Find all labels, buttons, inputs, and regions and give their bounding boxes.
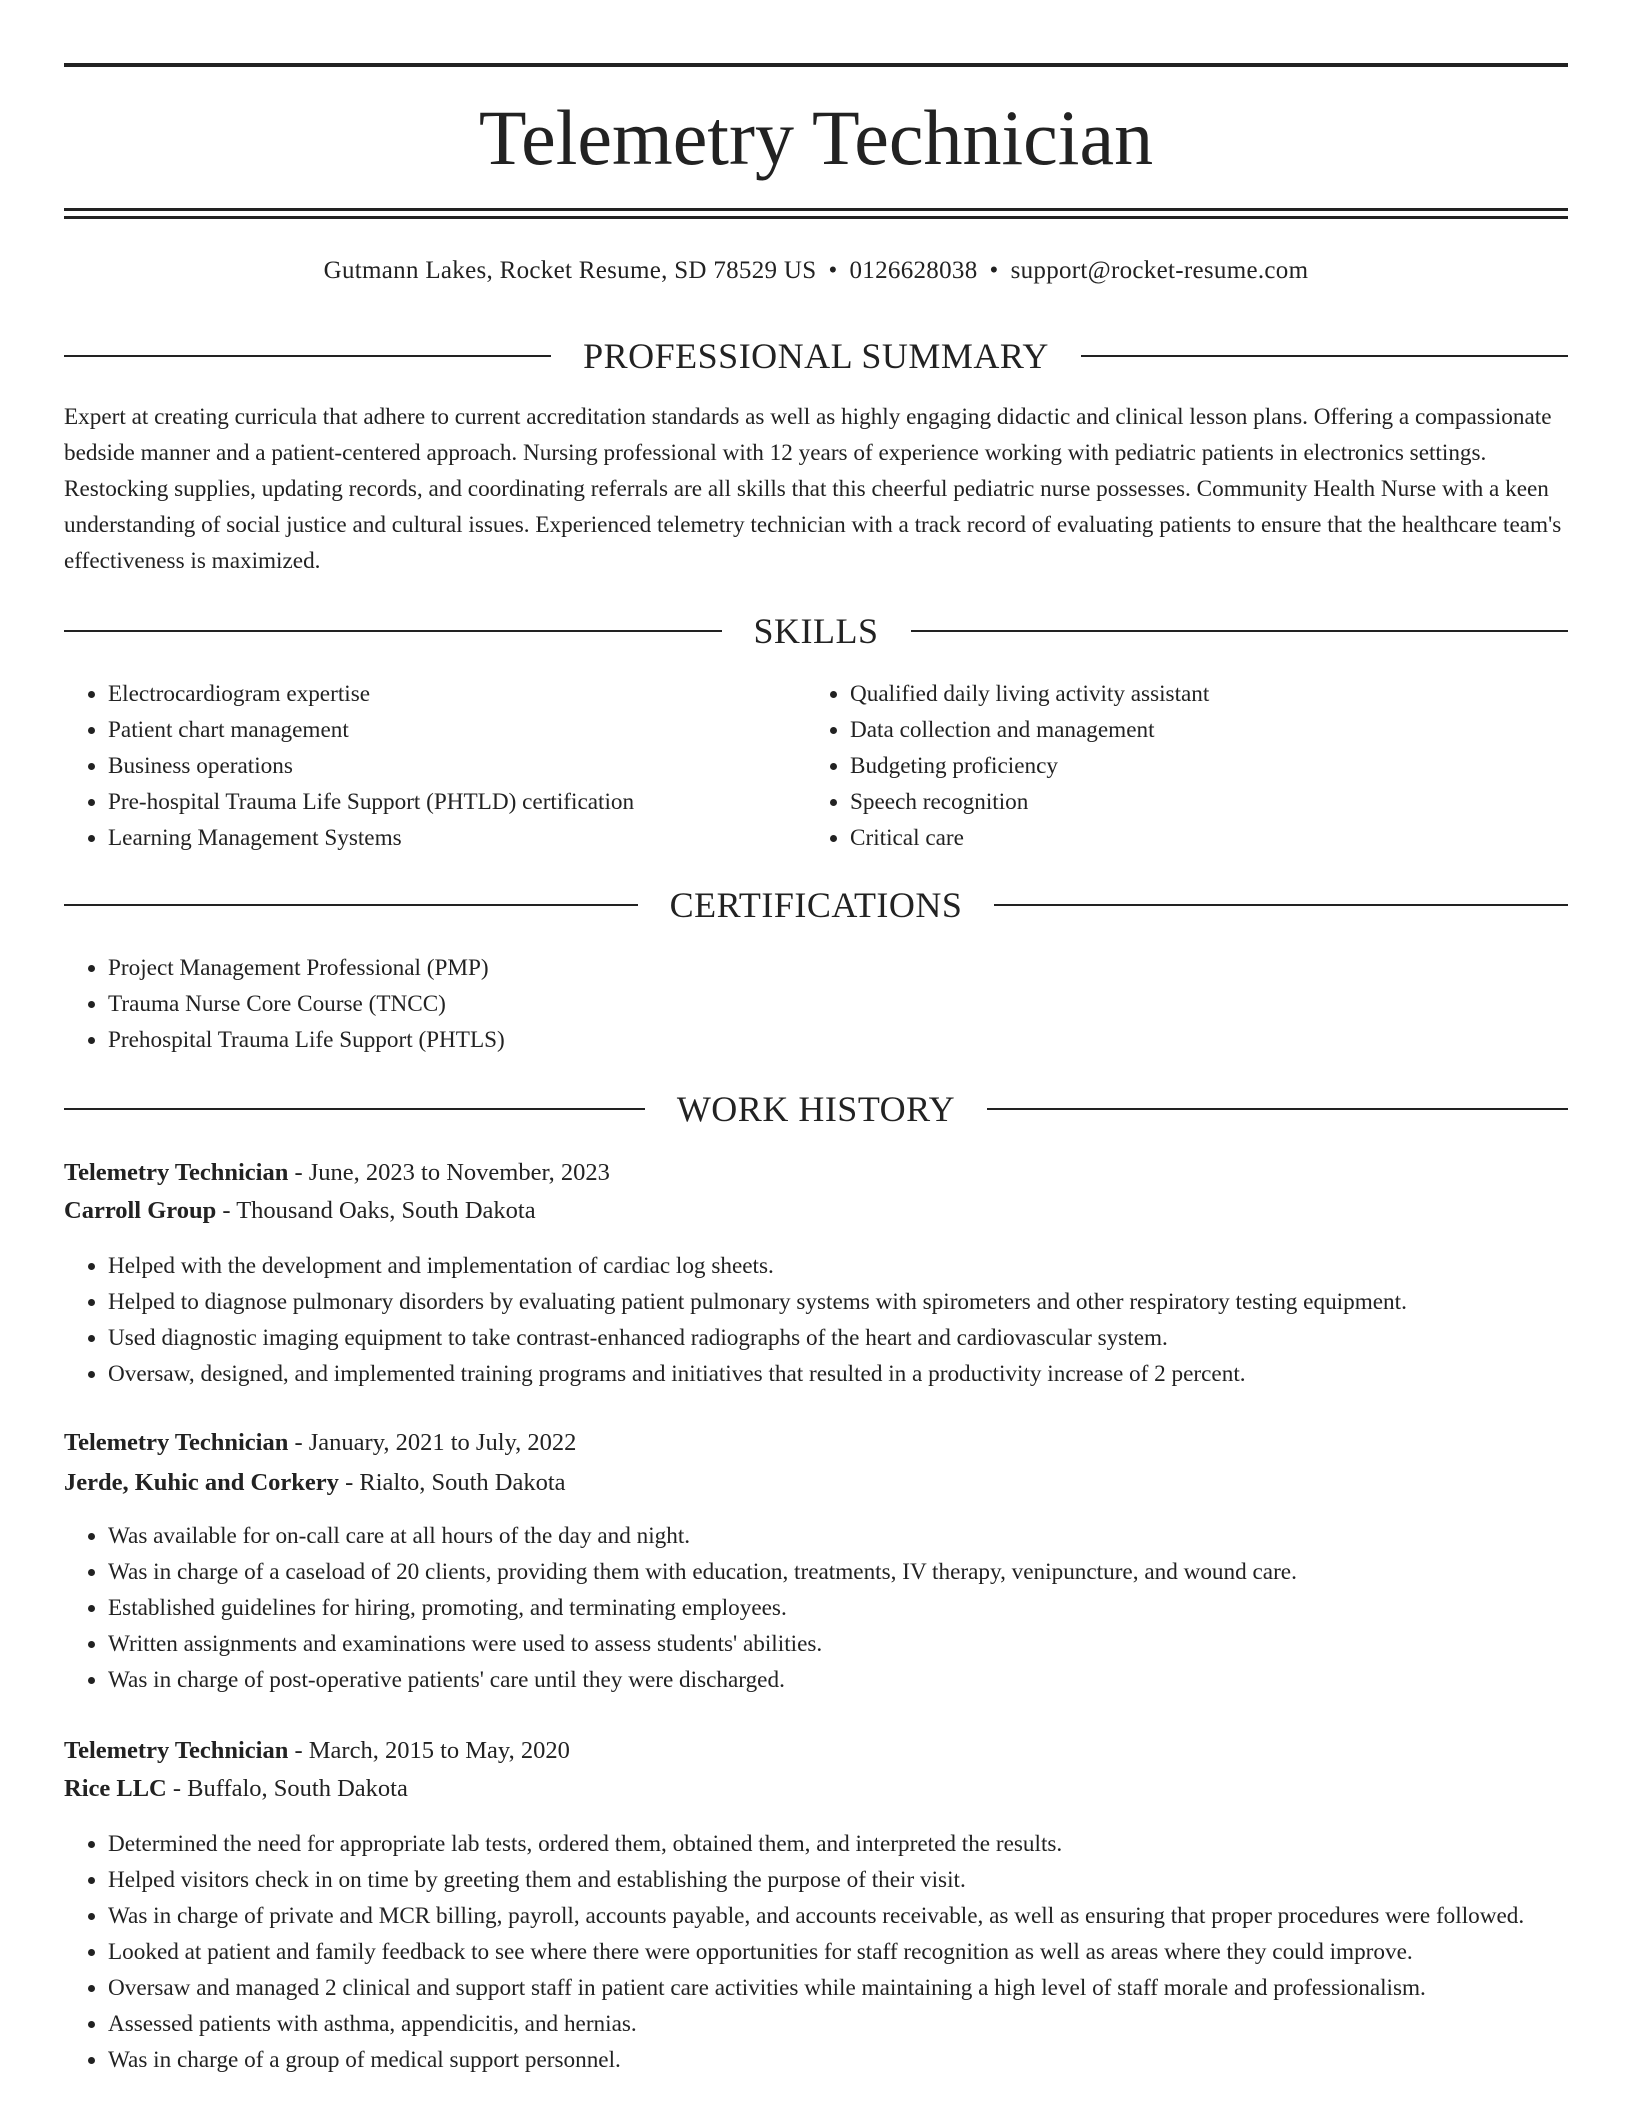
skill-item: • Patient chart management bbox=[108, 712, 808, 748]
contact-phone: 0126628038 bbox=[849, 257, 978, 284]
certifications-list bbox=[64, 950, 1612, 1058]
skill-item: • Pre-hospital Trauma Life Support (PHTLD) certification bbox=[108, 784, 808, 820]
header-top-rule bbox=[64, 63, 1568, 67]
job-title: Telemetry Technician bbox=[64, 1159, 289, 1186]
job-bullet: • Assessed patients with asthma, appendicitis, and hernias. bbox=[108, 2006, 1612, 2042]
job-location: - Buffalo, South Dakota bbox=[166, 1775, 408, 1802]
skills-heading-label: SKILLS bbox=[753, 611, 879, 651]
certification-item: • Prehospital Trauma Life Support (PHTLS) bbox=[108, 1022, 1612, 1058]
job-location: - Rialto, South Dakota bbox=[338, 1469, 566, 1496]
job-dates: - March, 2015 to May, 2020 bbox=[288, 1737, 570, 1764]
job-bullet: • Was in charge of a group of medical support personnel. bbox=[108, 2042, 1612, 2078]
heading-rule-right bbox=[987, 1108, 1568, 1110]
contact-address: Gutmann Lakes, Rocket Resume, SD 78529 US bbox=[323, 257, 817, 284]
heading-rule-left bbox=[64, 355, 551, 357]
contact-line bbox=[64, 253, 1568, 289]
job-bullet: • Established guidelines for hiring, promoting, and terminating employees. bbox=[108, 1590, 1612, 1626]
skills-list-left bbox=[64, 676, 808, 856]
job-bullet: • Looked at patient and family feedback to see where there were opportunities for staff recognition as well as areas where they could improve. bbox=[108, 1934, 1612, 1970]
job-bullet: • Used diagnostic imaging equipment to take contrast-enhanced radiographs of the heart and cardiovascular system. bbox=[108, 1320, 1612, 1356]
job-title: Telemetry Technician bbox=[64, 1737, 289, 1764]
job-bullet: • Was in charge of a caseload of 20 clients, providing them with education, treatments, IV therapy, venipuncture, and wound care. bbox=[108, 1554, 1612, 1590]
job-bullet: • Helped visitors check in on time by greeting them and establishing the purpose of their visit. bbox=[108, 1862, 1612, 1898]
summary-heading-label: PROFESSIONAL SUMMARY bbox=[583, 336, 1049, 376]
header-double-rule-upper bbox=[64, 208, 1568, 211]
job-company-line bbox=[64, 1193, 536, 1229]
skill-item: • Speech recognition bbox=[850, 784, 1550, 820]
heading-rule-left bbox=[64, 630, 722, 632]
job-bullets bbox=[64, 1248, 1612, 1392]
job-bullet: • Written assignments and examinations were used to assess students' abilities. bbox=[108, 1626, 1612, 1662]
heading-rule-right bbox=[911, 630, 1569, 632]
job-bullet: • Oversaw and managed 2 clinical and support staff in patient care activities while maintaining a high level of staff morale and professionalism. bbox=[108, 1970, 1612, 2006]
job-company: Rice LLC bbox=[64, 1775, 167, 1802]
certifications-section-heading bbox=[64, 883, 1568, 927]
resume-title: Telemetry Technician bbox=[478, 94, 1154, 181]
job-company-line bbox=[64, 1465, 566, 1501]
job-location: - Thousand Oaks, South Dakota bbox=[216, 1197, 536, 1224]
certifications-heading-label: CERTIFICATIONS bbox=[669, 885, 963, 925]
job-bullets bbox=[64, 1518, 1612, 1698]
heading-rule-left bbox=[64, 904, 638, 906]
skills-list-right bbox=[806, 676, 1550, 856]
job-bullet: • Was in charge of post-operative patients' care until they were discharged. bbox=[108, 1662, 1612, 1698]
heading-rule-left bbox=[64, 1108, 645, 1110]
job-bullet: • Helped to diagnose pulmonary disorders by evaluating patient pulmonary systems with spirometers and other respiratory testing equipment. bbox=[108, 1284, 1612, 1320]
summary-section-heading bbox=[64, 334, 1568, 378]
job-bullets bbox=[64, 1826, 1612, 2078]
work-section-heading bbox=[64, 1087, 1568, 1131]
job-company: Jerde, Kuhic and Corkery bbox=[64, 1469, 339, 1496]
skill-item: • Critical care bbox=[850, 820, 1550, 856]
job-dates: - June, 2023 to November, 2023 bbox=[288, 1159, 610, 1186]
job-title-line bbox=[64, 1155, 610, 1191]
job-bullet: • Was available for on-call care at all hours of the day and night. bbox=[108, 1518, 1612, 1554]
contact-email: support@rocket-resume.com bbox=[1010, 257, 1309, 284]
job-company-line bbox=[64, 1771, 408, 1807]
skill-item: • Qualified daily living activity assistant bbox=[850, 676, 1550, 712]
job-title: Telemetry Technician bbox=[64, 1429, 289, 1456]
job-bullet: • Oversaw, designed, and implemented training programs and initiatives that resulted in a productivity increase of 2 percent. bbox=[108, 1356, 1612, 1392]
skills-section-heading bbox=[64, 609, 1568, 653]
heading-rule-right bbox=[994, 904, 1568, 906]
skill-item: • Electrocardiogram expertise bbox=[108, 676, 808, 712]
summary-text: Expert at creating curricula that adhere to current accreditation standards as well as highly engaging didactic and clinical lesson plans. Offering a compassionate bedside manner and a patient-centered approach. Nursing professional with 12 years of experience working with pediatric patients in electronics settings. Restocking supplies, updating records, and coordinating referrals are all skills that this cheerful pediatric nurse possesses. Community Health Nurse with a keen understanding of social justice and cultural issues. Experienced telemetry technician with a track record of evaluating patients to ensure that the healthcare team's effectiveness is maximized. bbox=[64, 404, 1562, 574]
skill-item: • Business operations bbox=[108, 748, 808, 784]
job-bullet: • Determined the need for appropriate lab tests, ordered them, obtained them, and interpreted the results. bbox=[108, 1826, 1612, 1862]
skill-item: • Budgeting proficiency bbox=[850, 748, 1550, 784]
skill-item: • Learning Management Systems bbox=[108, 820, 808, 856]
job-title-line bbox=[64, 1425, 576, 1461]
heading-rule-right bbox=[1081, 355, 1568, 357]
job-title-line bbox=[64, 1733, 570, 1769]
job-company: Carroll Group bbox=[64, 1197, 217, 1224]
certification-item: • Trauma Nurse Core Course (TNCC) bbox=[108, 986, 1612, 1022]
contact-separator: • bbox=[989, 257, 999, 284]
work-heading-label: WORK HISTORY bbox=[676, 1089, 956, 1129]
contact-separator: • bbox=[828, 257, 838, 284]
job-bullet: • Was in charge of private and MCR billing, payroll, accounts payable, and accounts receivable, as well as ensuring that proper procedures were followed. bbox=[108, 1898, 1612, 1934]
certification-item: • Project Management Professional (PMP) bbox=[108, 950, 1612, 986]
skill-item: • Data collection and management bbox=[850, 712, 1550, 748]
header-double-rule-lower bbox=[64, 216, 1568, 219]
job-dates: - January, 2021 to July, 2022 bbox=[288, 1429, 577, 1456]
job-bullet: • Helped with the development and implementation of cardiac log sheets. bbox=[108, 1248, 1612, 1284]
